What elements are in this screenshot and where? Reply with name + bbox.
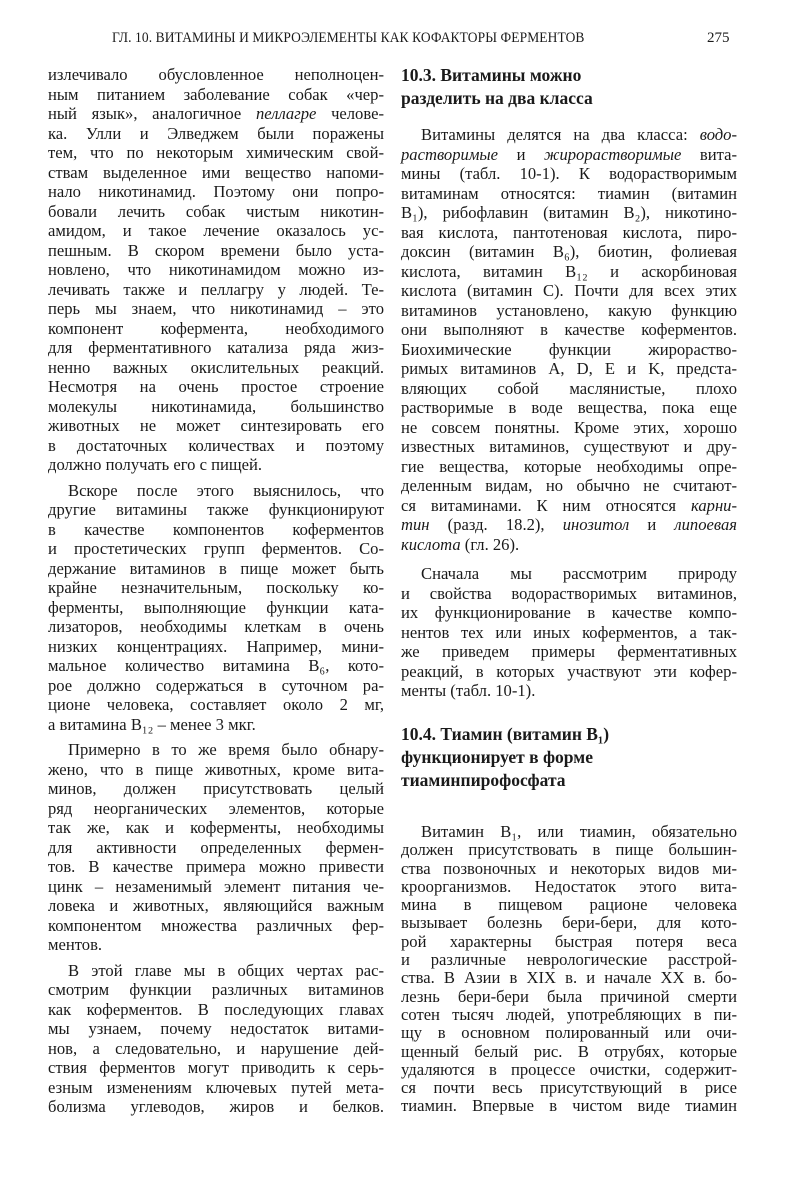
text-line [48, 799, 384, 819]
text-segment: новлено, что никотинамидом можно из- [48, 260, 384, 279]
text-segment: в качестве компонентов коферментов [48, 519, 384, 539]
text-segment: лизаторов, необходимы клеткам в очень [48, 617, 384, 636]
text-line [48, 280, 384, 300]
text-segment: ка. Улли и Элведжем были поражены [48, 123, 384, 143]
text-segment: не совсем понятны. Кроме этих, хорошо [401, 417, 737, 437]
section-heading-10-3 [401, 64, 741, 110]
text-segment: смотрим функции различных витаминов [48, 980, 384, 999]
text-segment: как коферментов. В последующих главах [48, 999, 384, 1019]
text-line [48, 221, 384, 241]
text-segment: вызывает болезнь бери-бери, для кото- [401, 913, 737, 933]
text-segment: челове- [316, 104, 384, 123]
text-line [401, 564, 737, 584]
text-line [401, 1043, 737, 1061]
text-segment: Несмотря на очень простое строение [48, 377, 384, 396]
text-line [401, 223, 737, 243]
text-segment: для активности определенных фермен- [48, 837, 384, 857]
text-line [48, 338, 384, 358]
text-segment: вая кислота, пантотеновая кислота, пиро- [401, 222, 737, 242]
paragraph [401, 823, 737, 1116]
text-line [48, 818, 384, 838]
text-segment: тиамин. Впервые в чистом виде тиамин [401, 1096, 737, 1116]
text-segment: (гл. 26). [460, 534, 520, 554]
text-line [401, 262, 737, 282]
text-line [48, 740, 384, 760]
paragraph [48, 65, 384, 475]
text-line [401, 951, 737, 969]
text-line [401, 1079, 737, 1097]
text-segment: удаляются в процессе очистки, содержит- [401, 1059, 737, 1079]
text-line [48, 539, 384, 559]
text-segment: должен присутствовать в пище большин- [401, 840, 737, 860]
text-line [48, 1039, 384, 1059]
text-line [401, 320, 737, 340]
text-line [48, 455, 384, 475]
text-segment: ный язык», аналогичное [48, 104, 256, 123]
text-segment: же приведем примеры ферментативных [401, 642, 737, 661]
text-segment: (разд. 18.2), [429, 515, 563, 534]
text-segment: Витамины делятся на два класса: [421, 125, 700, 144]
text-segment: доксин (витамин B₆), биотин, фолиевая [401, 242, 737, 261]
italic-term: растворимые [401, 144, 499, 164]
text-segment: и свойства водорастворимых витаминов, [401, 583, 737, 603]
text-line [401, 184, 737, 204]
text-segment: держание витаминов в пище может быть [48, 558, 384, 578]
text-segment: ства позвоночных и некоторых видов ми- [401, 858, 737, 878]
text-segment: лечивать также и пеллагру у людей. Те- [48, 279, 384, 299]
text-line [48, 676, 384, 696]
text-segment: рое должно содержаться в суточном ра- [48, 675, 384, 695]
italic-term: водо- [699, 125, 737, 144]
italic-term: тин [401, 515, 430, 534]
page-number: 275 [707, 30, 730, 46]
text-line [48, 695, 384, 715]
heading-line: разделить на два класса [401, 88, 593, 108]
text-segment: ся почти весь присутствующий в рисе [401, 1078, 737, 1098]
text-line [48, 857, 384, 877]
text-line [48, 241, 384, 261]
text-segment: бовали лечить собак чистым никотин- [48, 201, 384, 221]
text-line [401, 878, 737, 896]
text-line [48, 436, 384, 456]
text-segment: ся витаминами. К ним относятся [401, 495, 691, 515]
text-segment: тов. В качестве примера можно привести [48, 857, 384, 876]
text-line [401, 988, 737, 1006]
text-segment: животных не может синтезировать его [48, 416, 384, 435]
running-header: ГЛ. 10. ВИТАМИНЫ И МИКРОЭЛЕМЕНТЫ КАК КОФАКТОРЫ ФЕРМЕНТОВ [112, 30, 585, 46]
text-segment: так же, как и коферменты, необходимы [48, 818, 384, 837]
italic-term: жирорастворимые [544, 144, 682, 164]
text-line [401, 662, 737, 682]
text-segment: низких концентрациях. Например, мини- [48, 636, 384, 656]
text-line [401, 242, 737, 262]
text-line [401, 1006, 737, 1024]
text-segment: Примерно в то же время было обнару- [68, 740, 384, 759]
text-segment: лезнь бери-бери была причиной смерти [401, 986, 737, 1006]
text-line [401, 623, 737, 643]
text-line [48, 935, 384, 955]
text-segment: Биохимические функции жирораство- [401, 339, 737, 359]
text-segment: болизма углеводов, жиров и белков. [48, 1097, 384, 1116]
text-segment: ментов. [48, 935, 103, 954]
text-segment: деленным видам, но обычно не считают- [401, 476, 737, 495]
text-line [48, 1097, 384, 1117]
text-line [48, 319, 384, 339]
paragraph [48, 961, 384, 1117]
text-segment: и различные неврологические расстрой- [401, 950, 737, 970]
left-column [48, 65, 384, 1123]
text-segment: нало никотинамид. Поэтому они попро- [48, 182, 384, 201]
text-line [48, 397, 384, 417]
text-line [48, 163, 384, 183]
text-line [401, 584, 737, 604]
text-line [48, 617, 384, 637]
text-segment: реакций, в которых участвуют эти кофер- [401, 661, 737, 681]
heading-line: тиаминпирофосфата [401, 770, 566, 790]
text-line [401, 496, 737, 516]
text-segment: римых витаминов A, D, E и K, предста- [401, 359, 737, 378]
text-line [401, 1024, 737, 1042]
text-line [401, 437, 737, 457]
text-segment: сотен тысяч людей, употребляющих в пи- [401, 1004, 737, 1024]
text-line [48, 1019, 384, 1039]
text-segment: ферменты, выполняющие функции ката- [48, 597, 384, 617]
text-line [401, 860, 737, 878]
text-segment: ствия ферментов могут приводить к серь- [48, 1058, 384, 1077]
italic-term: липоевая [674, 515, 737, 534]
text-line [48, 260, 384, 280]
paragraph [48, 740, 384, 955]
text-segment: перь мы знаем, что никотинамид – это [48, 299, 384, 318]
text-segment: ловека и животных, являющийся важным [48, 896, 384, 915]
text-line [401, 301, 737, 321]
text-segment: их функционирование в качестве компо- [401, 603, 737, 622]
text-segment: компонент кофермента, необходимого [48, 318, 384, 338]
text-segment: ствам выделенное ими вещество напоми- [48, 162, 384, 182]
text-segment: щенный белый рис. В отрубях, которые [401, 1041, 737, 1061]
text-segment: амидом, и такое лечение оказалось ус- [48, 221, 384, 240]
text-line [48, 1000, 384, 1020]
text-line [401, 359, 737, 379]
text-segment: они выполняют в качестве коферментов. [401, 320, 737, 339]
italic-term: карни- [691, 495, 737, 515]
paragraph [401, 125, 737, 554]
text-segment: Витамин B₁, или тиамин, обязательно [421, 822, 737, 841]
text-line [401, 125, 737, 145]
text-segment: кроорганизмов. Недостаток этого вита- [401, 876, 737, 896]
text-line [48, 202, 384, 222]
text-line [401, 681, 737, 701]
text-line [401, 398, 737, 418]
text-line [48, 578, 384, 598]
text-segment: нентов тех или иных коферментов, а так- [401, 622, 737, 642]
text-line [48, 838, 384, 858]
text-segment: пешным. В скором времени было уста- [48, 240, 384, 260]
text-segment: мины (табл. 10-1). К водорастворимым [401, 164, 737, 183]
text-segment: мы узнаем, почему недостаток витами- [48, 1019, 384, 1038]
text-line [401, 418, 737, 438]
text-segment: должно получать его с пищей. [48, 455, 263, 474]
text-line [401, 340, 737, 360]
text-segment: в достаточных количествах и поэтому [48, 435, 384, 455]
text-segment: жено, что в пище животных, кроме вита- [48, 759, 384, 779]
text-line [401, 145, 737, 165]
text-line [48, 500, 384, 520]
text-line [48, 779, 384, 799]
text-segment: излечивало обусловленное неполноцен- [48, 65, 384, 84]
text-segment: и [629, 515, 675, 534]
text-line [48, 637, 384, 657]
text-segment: растворимые в воде вещества, пока еще [401, 398, 737, 417]
text-line [48, 715, 384, 735]
text-segment: крайне незначительным, поскольку ко- [48, 578, 384, 597]
text-segment: ряд неорганических элементов, которые [48, 798, 384, 818]
text-line [48, 65, 384, 85]
text-line [48, 85, 384, 105]
text-line [48, 299, 384, 319]
text-line [48, 896, 384, 916]
text-segment: гие вещества, которые необходимы опре- [401, 456, 737, 476]
text-line [48, 124, 384, 144]
text-line [401, 535, 737, 555]
text-segment: кислота, витамин B₁₂ и аскорбиновая [401, 261, 737, 281]
text-segment: мальное количество витамина B₆, кото- [48, 656, 384, 675]
text-line [48, 598, 384, 618]
text-line [401, 914, 737, 932]
text-segment: и [498, 144, 545, 164]
text-segment: цинк – незаменимый элемент питания че- [48, 876, 384, 896]
text-segment: тем, что по некоторым химическим свой- [48, 143, 384, 162]
text-line [401, 896, 737, 914]
text-line [48, 961, 384, 981]
section-10-3-body [401, 125, 737, 560]
text-segment: езным изменениям ключевых путей мета- [48, 1077, 384, 1097]
text-segment: B₁), рибофлавин (витамин B₂), никотино- [401, 203, 737, 222]
heading-line: 10.4. Тиамин (витамин B₁) [401, 724, 610, 744]
text-segment: компонентом множества различных фер- [48, 915, 384, 935]
paragraph [401, 564, 737, 701]
text-line [48, 1078, 384, 1098]
text-segment: нов, а следовательно, и нарушение дей- [48, 1038, 384, 1058]
text-segment: а витамина B₁₂ – менее 3 мкг. [48, 714, 256, 734]
text-line [48, 416, 384, 436]
heading-line: функционирует в форме [401, 747, 593, 767]
text-line [401, 1061, 737, 1079]
text-line [48, 104, 384, 124]
text-segment: ненно важных окислительных реакций. [48, 357, 384, 377]
italic-term: кислота [401, 534, 461, 554]
text-segment: мина в пищевом рационе человека [401, 895, 737, 915]
text-line [48, 377, 384, 397]
paragraph [48, 481, 384, 735]
text-segment: вита- [681, 144, 737, 164]
text-line [48, 358, 384, 378]
section-heading-10-4 [401, 723, 741, 792]
text-line [401, 969, 737, 987]
italic-term: инозитол [562, 515, 630, 534]
text-segment: В этой главе мы в общих чертах рас- [68, 960, 384, 980]
text-line [401, 379, 737, 399]
italic-term: пеллагре [256, 104, 317, 123]
text-line [48, 980, 384, 1000]
text-line [401, 642, 737, 662]
text-segment: рой характерны быстрая потеря веса [401, 931, 737, 951]
text-segment: известных витаминов, существуют и дру- [401, 437, 737, 456]
text-segment: другие витамины также функционируют [48, 500, 384, 519]
heading-line: 10.3. Витамины можно [401, 65, 582, 85]
text-segment: витаминов установлено, какую функцию [401, 300, 737, 320]
text-segment: ным питанием заболевание собак «чер- [48, 84, 384, 104]
text-line [401, 476, 737, 496]
section-10-4-body [401, 823, 737, 1122]
text-line [401, 823, 737, 841]
text-line [401, 203, 737, 223]
text-segment: вляющих собой маслянистые, плохо [401, 378, 737, 398]
text-line [48, 520, 384, 540]
text-line [401, 841, 737, 859]
text-line [401, 281, 737, 301]
text-line [48, 559, 384, 579]
text-segment: минов, должен присутствовать целый [48, 779, 384, 798]
text-segment: Сначала мы рассмотрим природу [421, 564, 737, 583]
text-segment: щу в основном полированный или очи- [401, 1023, 737, 1043]
text-segment: менты (табл. 10-1). [401, 681, 536, 700]
section-10-3-body-continued [401, 564, 737, 707]
text-line [48, 143, 384, 163]
text-segment: ционе человека, составляет около 2 мг, [48, 695, 384, 714]
text-line [48, 1058, 384, 1078]
text-segment: и простетических групп ферментов. Со- [48, 539, 384, 558]
text-segment: витаминам относятся: тиамин (витамин [401, 183, 737, 203]
text-line [48, 916, 384, 936]
text-segment: ства. В Азии в XIX в. и начале XX в. бо- [401, 968, 737, 988]
text-line [401, 164, 737, 184]
text-segment: молекулы никотинамида, большинство [48, 396, 384, 416]
text-line [48, 182, 384, 202]
text-line [401, 457, 737, 477]
text-line [401, 515, 737, 535]
text-line [48, 760, 384, 780]
text-segment: Вскоре после этого выяснилось, что [68, 480, 384, 500]
text-segment: для ферментативного катализа ряда жиз- [48, 338, 384, 357]
text-line [401, 1097, 737, 1115]
text-line [48, 656, 384, 676]
text-line [401, 603, 737, 623]
text-line [48, 481, 384, 501]
text-line [401, 933, 737, 951]
text-segment: кислота (витамин C). Почти для всех этих [401, 281, 737, 300]
text-line [48, 877, 384, 897]
